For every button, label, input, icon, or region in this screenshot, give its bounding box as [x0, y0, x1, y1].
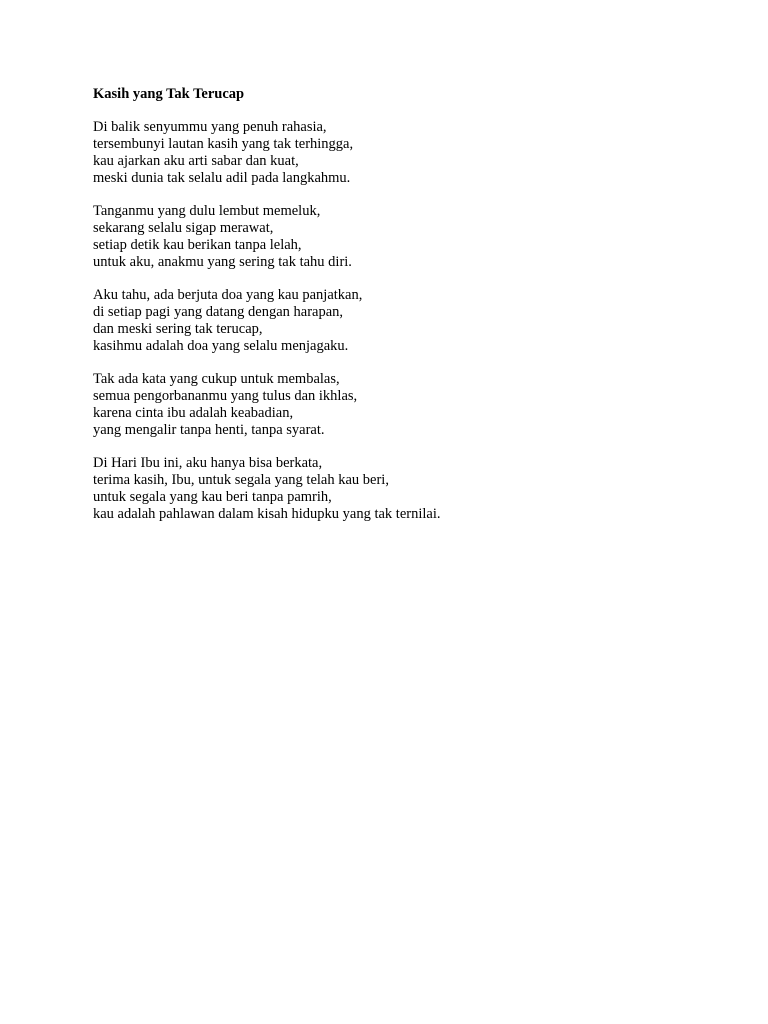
poem-line: semua pengorbananmu yang tulus dan ikhlas,	[93, 388, 358, 404]
poem-line: meski dunia tak selalu adil pada langkahmu.	[93, 170, 351, 186]
poem-line: terima kasih, Ibu, untuk segala yang telah kau beri,	[93, 472, 389, 488]
poem-line: kau ajarkan aku arti sabar dan kuat,	[93, 153, 299, 169]
stanza-1	[93, 119, 713, 187]
poem-line: untuk segala yang kau beri tanpa pamrih,	[93, 489, 332, 505]
poem-line: Di Hari Ibu ini, aku hanya bisa berkata,	[93, 455, 323, 471]
poem-line: dan meski sering tak terucap,	[93, 321, 263, 337]
stanza-5	[93, 455, 713, 523]
stanza-3	[93, 287, 713, 355]
poem-title: Kasih yang Tak Terucap	[93, 86, 245, 102]
stanza-2	[93, 203, 713, 271]
poem-line: untuk aku, anakmu yang sering tak tahu diri.	[93, 254, 352, 270]
poem-line: Di balik senyummu yang penuh rahasia,	[93, 119, 327, 135]
poem-line: kau adalah pahlawan dalam kisah hidupku yang tak ternilai.	[93, 506, 441, 522]
poem-line: setiap detik kau berikan tanpa lelah,	[93, 237, 302, 253]
stanza-4	[93, 371, 713, 439]
poem-line: di setiap pagi yang datang dengan harapan,	[93, 304, 344, 320]
poem-line: tersembunyi lautan kasih yang tak terhingga,	[93, 136, 354, 152]
poem-line: Tak ada kata yang cukup untuk membalas,	[93, 371, 340, 387]
document-page	[93, 86, 713, 539]
poem-line: kasihmu adalah doa yang selalu menjagaku.	[93, 338, 349, 354]
poem-line: karena cinta ibu adalah keabadian,	[93, 405, 294, 421]
poem-line: sekarang selalu sigap merawat,	[93, 220, 274, 236]
poem-line: Aku tahu, ada berjuta doa yang kau panjatkan,	[93, 287, 363, 303]
poem-line: Tanganmu yang dulu lembut memeluk,	[93, 203, 321, 219]
poem-line: yang mengalir tanpa henti, tanpa syarat.	[93, 422, 325, 438]
